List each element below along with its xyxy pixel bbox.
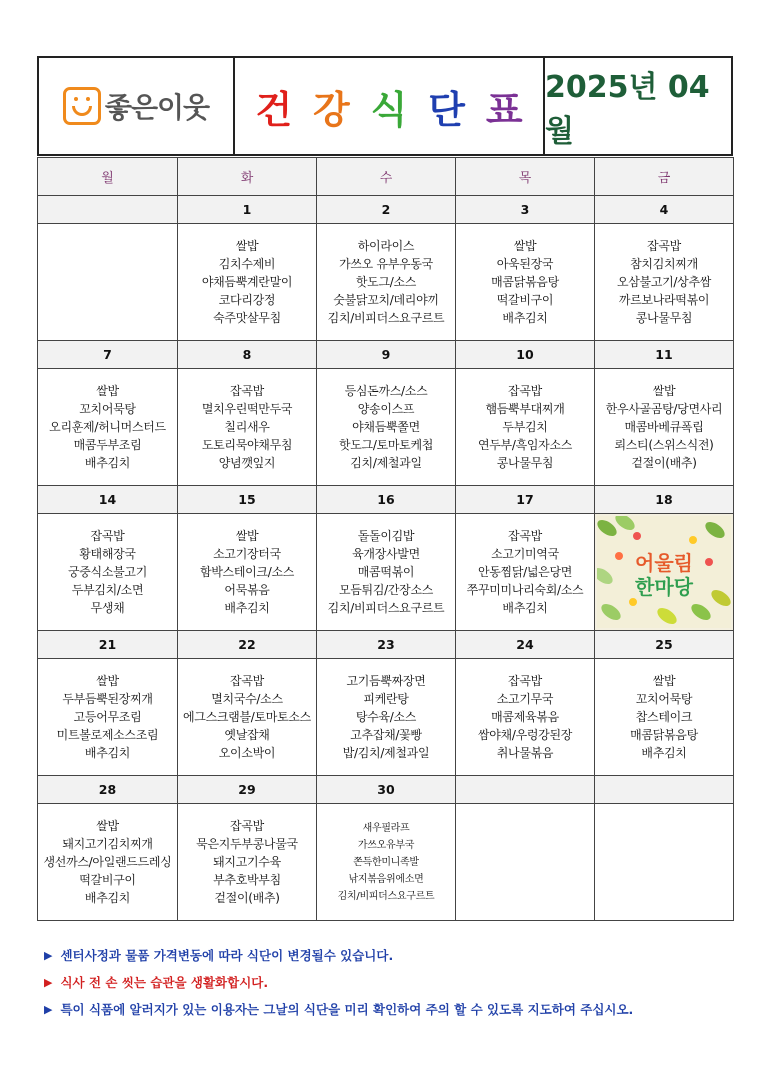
- title-char: 건: [255, 87, 293, 132]
- menu-item: 매콤닭볶음탕: [491, 275, 559, 289]
- menu-item: 함박스테이크/소스: [199, 565, 295, 579]
- date-row: [38, 776, 734, 804]
- menu-item: 배추김치: [502, 311, 548, 325]
- menu-item: 꼬치어묵탕: [79, 402, 136, 416]
- logo: [39, 58, 235, 154]
- menu-item: 가쓰오 유부우동국: [339, 257, 433, 271]
- menu-cell: [456, 224, 595, 341]
- date-cell: 25: [595, 631, 734, 659]
- note-line: [44, 973, 744, 991]
- menu-item: 찹스테이크: [635, 710, 693, 724]
- menu-item: 매콤닭볶음탕: [630, 728, 698, 742]
- menu-cell: [595, 804, 734, 921]
- menu-item: 하이라이스: [357, 239, 415, 253]
- date-cell: 4: [595, 196, 734, 224]
- menu-item: 고추잡채/꽃빵: [350, 728, 422, 742]
- title-char: 표: [485, 87, 523, 132]
- menu-item: 잡곡밥: [90, 529, 125, 543]
- menu-item: 황태해장국: [79, 547, 136, 561]
- menu-item: 김치/비피더스요구르트: [327, 311, 445, 325]
- page-title: [235, 58, 545, 154]
- date-cell: 14: [38, 486, 178, 514]
- smile-logo-icon: [63, 87, 101, 125]
- menu-row: [38, 659, 734, 776]
- menu-item: 고등어무조림: [73, 710, 142, 724]
- date-cell: 18: [595, 486, 734, 514]
- notes-section: [44, 946, 744, 1027]
- menu-item: 쌀밥: [96, 384, 119, 398]
- date-cell: 16: [317, 486, 456, 514]
- menu-item: 겉절이(배추): [214, 891, 280, 905]
- month-label: 2025년 04월: [545, 70, 710, 149]
- menu-item: 배추김치: [84, 891, 131, 905]
- menu-item: 소고기미역국: [491, 547, 559, 561]
- menu-item: 두부듬뿍된장찌개: [62, 692, 153, 706]
- menu-item: 묵은지두부콩나물국: [196, 837, 298, 851]
- menu-item: 매콤바베큐폭립: [624, 420, 704, 434]
- menu-row: [38, 369, 734, 486]
- menu-item: 까르보나라떡볶이: [618, 293, 710, 307]
- menu-item: 어묵볶음: [224, 583, 270, 597]
- menu-item: 잡곡밥: [508, 529, 542, 543]
- menu-item: 생선까스/아일랜드드레싱: [43, 855, 172, 869]
- menu-item: 부추호박부침: [213, 873, 281, 887]
- date-cell: 30: [317, 776, 456, 804]
- menu-item: 쌀밥: [652, 674, 676, 688]
- menu-cell: [595, 514, 734, 631]
- menu-item: 꼬치어묵탕: [635, 692, 693, 706]
- menu-item: 무생채: [90, 601, 125, 615]
- date-cell: 2: [317, 196, 456, 224]
- menu-row: [38, 224, 734, 341]
- menu-item: 두부김치: [502, 420, 548, 434]
- menu-item: 핫도그/소스: [355, 275, 417, 289]
- flower-decoration: [705, 558, 713, 566]
- menu-item: 안동찜닭/넓은당면: [477, 565, 573, 579]
- weekday-header: 목: [456, 158, 595, 196]
- menu-item: 모듬튀김/간장소스: [338, 583, 434, 597]
- date-cell: [38, 196, 178, 224]
- date-cell: 22: [178, 631, 317, 659]
- menu-row: [38, 804, 734, 921]
- date-cell: 28: [38, 776, 178, 804]
- menu-item: 잡곡밥: [230, 384, 264, 398]
- menu-item: 옛날잡채: [224, 728, 270, 742]
- menu-item: 배추김치: [84, 456, 131, 470]
- menu-item: 콩나물무침: [635, 311, 693, 325]
- menu-cell: [178, 369, 317, 486]
- date-cell: 7: [38, 341, 178, 369]
- weekday-header: 화: [178, 158, 317, 196]
- menu-item: 겉절이(배추): [631, 456, 697, 470]
- menu-cell: [456, 369, 595, 486]
- menu-item: 뢰스티(스위스식전): [614, 438, 714, 452]
- menu-item: 고기듬뿍짜장면: [346, 674, 426, 688]
- title-char: 식: [370, 87, 408, 132]
- meal-calendar: [37, 157, 734, 921]
- date-cell: 1: [178, 196, 317, 224]
- date-row: [38, 486, 734, 514]
- menu-item: 야채듬뿍쫄면: [352, 420, 420, 434]
- menu-cell: [38, 659, 178, 776]
- menu-item: 잡곡밥: [508, 384, 542, 398]
- menu-item: 쌈야채/우렁강된장: [477, 728, 573, 742]
- menu-item: 등심돈까스/소스: [344, 384, 428, 398]
- menu-item: 멸치국수/소스: [211, 692, 283, 706]
- menu-item: 돼지고기김치찌개: [62, 837, 153, 851]
- menu-item: 낚지볶음위에소면: [348, 873, 424, 885]
- menu-item: 쌀밥: [235, 529, 259, 543]
- menu-item: 쌀밥: [235, 239, 259, 253]
- menu-item: 숫불닭꼬치/데리야끼: [333, 293, 439, 307]
- menu-cell: [38, 804, 178, 921]
- menu-item: 아욱된장국: [496, 257, 554, 271]
- menu-item: 김치수제비: [218, 257, 276, 271]
- menu-cell: [456, 514, 595, 631]
- date-cell: 3: [456, 196, 595, 224]
- date-row: [38, 341, 734, 369]
- menu-item: 매콤두부조림: [73, 438, 142, 452]
- menu-item: 탕수육/소스: [355, 710, 417, 724]
- event-title-line-1: 어울림: [635, 551, 693, 575]
- menu-cell: [178, 659, 317, 776]
- menu-item: 연두부/흑임자소스: [477, 438, 573, 452]
- note-text: 특이 식품에 알러지가 있는 이용자는 그날의 식단을 미리 확인하여 주의 할 수 있도록 지도하여 주십시오.: [60, 1002, 634, 1017]
- menu-item: 칠리새우: [224, 420, 270, 434]
- date-cell: [456, 776, 595, 804]
- menu-item: 떡갈비구이: [496, 293, 554, 307]
- triangle-bullet-icon: ▶: [44, 975, 53, 989]
- menu-item: 양념깻잎지: [218, 456, 276, 470]
- menu-item: 코다리강정: [218, 293, 276, 307]
- date-row: [38, 631, 734, 659]
- menu-item: 양송이스프: [357, 402, 415, 416]
- menu-item: 한우사골곰탕/당면사리: [605, 402, 723, 416]
- menu-item: 오이소박이: [218, 746, 276, 760]
- menu-item: 쌀밥: [513, 239, 537, 253]
- menu-item: 미트볼로제소스조림: [56, 728, 159, 742]
- menu-item: 잡곡밥: [508, 674, 542, 688]
- menu-item: 햄듬뿍부대찌개: [485, 402, 565, 416]
- menu-item: 쌀밥: [96, 819, 119, 833]
- date-cell: 23: [317, 631, 456, 659]
- date-cell: 21: [38, 631, 178, 659]
- date-cell: 24: [456, 631, 595, 659]
- menu-item: 밥/김치/제철과일: [342, 746, 430, 760]
- menu-item: 숙주맛살무침: [213, 311, 281, 325]
- menu-item: 콩나물무침: [496, 456, 554, 470]
- logo-text: 좋은이웃: [104, 91, 210, 124]
- weekday-header: 월: [38, 158, 178, 196]
- menu-cell: [317, 804, 456, 921]
- menu-item: 도토리묵야채무침: [201, 438, 293, 452]
- menu-cell: [456, 804, 595, 921]
- menu-item: 배추김치: [84, 746, 131, 760]
- menu-item: 취나물볶음: [496, 746, 554, 760]
- menu-cell: [178, 514, 317, 631]
- menu-item: 궁중식소불고기: [67, 565, 148, 579]
- menu-item: 배추김치: [502, 601, 548, 615]
- weekday-header-row: [38, 158, 734, 196]
- page-header: [37, 56, 733, 156]
- menu-item: 에그스크램블/토마토소스: [183, 710, 311, 724]
- menu-item: 매콤제육볶음: [491, 710, 559, 724]
- menu-item: 매콤떡볶이: [357, 565, 415, 579]
- menu-cell: [317, 514, 456, 631]
- menu-row: [38, 514, 734, 631]
- title-char: 강: [313, 87, 350, 132]
- menu-item: 참치김치찌개: [630, 257, 698, 271]
- menu-item: 잡곡밥: [230, 819, 264, 833]
- menu-item: 쌀밥: [96, 674, 119, 688]
- event-banner-image: [597, 516, 731, 628]
- note-line: [44, 1000, 744, 1018]
- date-cell: 8: [178, 341, 317, 369]
- menu-item: 쫀득한미니족발: [353, 856, 419, 868]
- weekday-header: 금: [595, 158, 734, 196]
- weekday-header: 수: [317, 158, 456, 196]
- menu-item: 오리훈제/허니머스터드: [49, 420, 166, 434]
- date-cell: 9: [317, 341, 456, 369]
- menu-item: 가쓰오유부국: [357, 839, 415, 851]
- menu-item: 피케란탕: [363, 692, 409, 706]
- menu-item: 쭈꾸미미나리숙회/소스: [466, 583, 584, 597]
- menu-item: 김치/비피더스요구르트: [327, 601, 445, 615]
- menu-cell: [317, 369, 456, 486]
- menu-cell: [178, 804, 317, 921]
- menu-cell: [317, 224, 456, 341]
- menu-cell: [456, 659, 595, 776]
- menu-cell: [595, 224, 734, 341]
- flower-decoration: [689, 536, 697, 544]
- date-cell: 29: [178, 776, 317, 804]
- flower-decoration: [615, 552, 623, 560]
- menu-item: 소고기무국: [496, 692, 554, 706]
- menu-item: 배추김치: [641, 746, 687, 760]
- menu-item: 잡곡밥: [230, 674, 264, 688]
- menu-cell: [178, 224, 317, 341]
- menu-item: 쌀밥: [652, 384, 676, 398]
- flower-decoration: [633, 532, 641, 540]
- triangle-bullet-icon: ▶: [44, 1002, 53, 1016]
- date-cell: [595, 776, 734, 804]
- note-text: 센터사정과 물품 가격변동에 따라 식단이 변경될수 있습니다.: [60, 948, 394, 963]
- date-cell: 11: [595, 341, 734, 369]
- menu-item: 새우필라프: [362, 822, 410, 834]
- menu-cell: [595, 369, 734, 486]
- menu-cell: [38, 369, 178, 486]
- date-cell: 15: [178, 486, 317, 514]
- menu-item: 김치/비피더스요구르트: [337, 890, 435, 902]
- menu-item: 잡곡밥: [647, 239, 681, 253]
- menu-item: 오삼불고기/상추쌈: [616, 275, 712, 289]
- menu-item: 육개장사발면: [352, 547, 420, 561]
- menu-item: 떡갈비구이: [79, 873, 136, 887]
- date-cell: 17: [456, 486, 595, 514]
- note-line: [44, 946, 744, 964]
- menu-item: 김치/제철과일: [350, 456, 422, 470]
- menu-item: 멸치우린떡만두국: [201, 402, 293, 416]
- title-char: 단: [428, 87, 465, 132]
- date-row: [38, 196, 734, 224]
- menu-item: 돼지고기수육: [213, 855, 281, 869]
- menu-cell: [317, 659, 456, 776]
- menu-item: 핫도그/토마토케첩: [338, 438, 434, 452]
- menu-item: 두부김치/소면: [71, 583, 144, 597]
- menu-item: 돌돌이김밥: [357, 529, 415, 543]
- flower-decoration: [629, 598, 637, 606]
- menu-cell: [38, 514, 178, 631]
- triangle-bullet-icon: ▶: [44, 948, 53, 962]
- menu-item: 배추김치: [224, 601, 270, 615]
- note-text: 식사 전 손 씻는 습관을 생활화합시다.: [60, 975, 269, 990]
- menu-cell: [38, 224, 178, 341]
- menu-item: 야채듬뿍계란말이: [201, 275, 293, 289]
- event-title-line-2: 한마당: [635, 575, 693, 599]
- menu-cell: [595, 659, 734, 776]
- menu-item: 소고기장터국: [213, 547, 281, 561]
- date-cell: 10: [456, 341, 595, 369]
